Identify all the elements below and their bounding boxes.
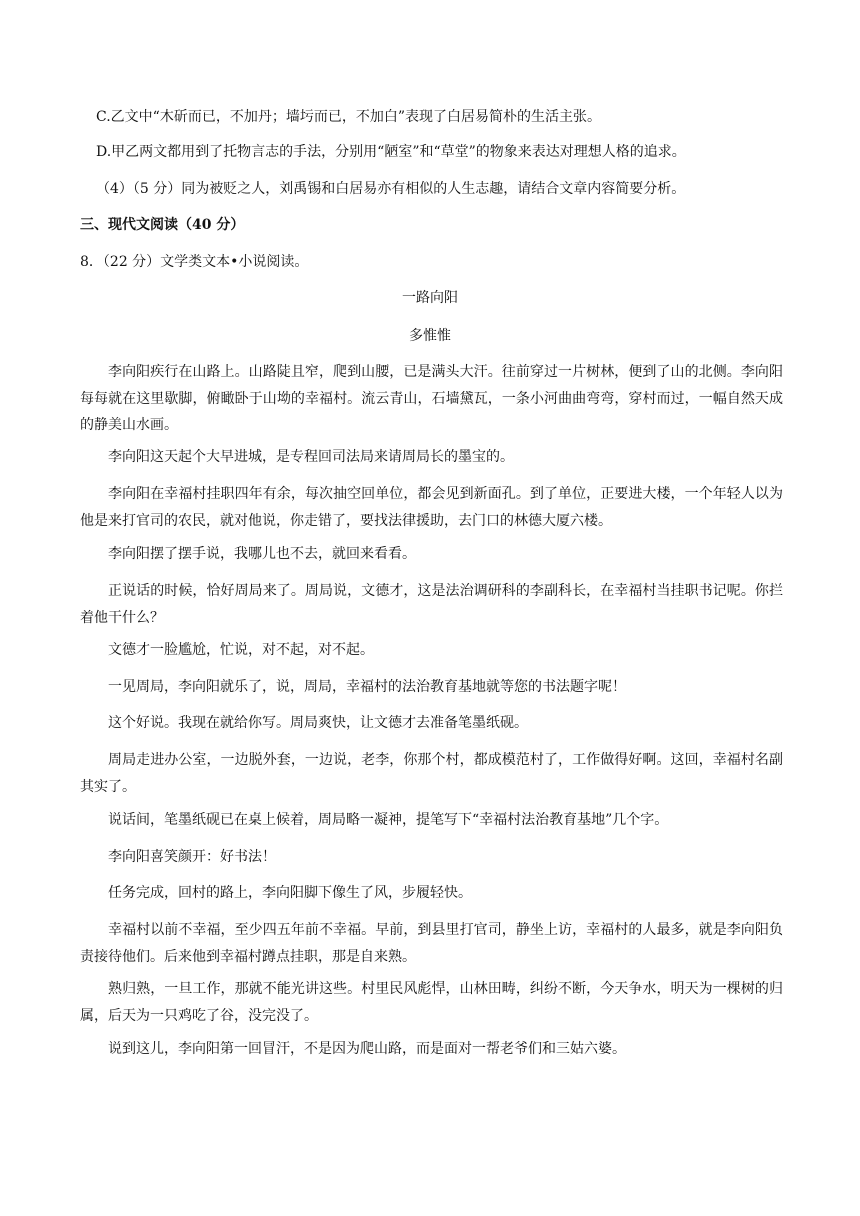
story-author: 多惟惟 bbox=[409, 328, 451, 344]
story-paragraph: 任务完成，回村的路上，李向阳脚下像生了风，步履轻快。 bbox=[108, 885, 472, 901]
story-paragraph: 幸福村以前不幸福，至少四五年前不幸福。早前，到县里打官司，静坐上访，幸福村的人最多，就是李向阳负责接待他们。后来他到幸福村蹲点挂职，那是自来熟。 bbox=[80, 922, 783, 965]
option-d: D.甲乙两文都用到了托物言志的手法，分别用“陋室”和“草堂”的物象来表达对理想人格的追求。 bbox=[96, 144, 686, 160]
story-paragraph: 文德才一脸尴尬，忙说，对不起，对不起。 bbox=[108, 642, 374, 658]
story-paragraph: 熟归熟，一旦工作，那就不能光讲这些。村里民风彪悍，山林田畴，纠纷不断，今天争水，明天为一棵树的归属，后天为一只鸡吃了谷，没完没了。 bbox=[80, 981, 783, 1024]
story-paragraph: 李向阳摆了摆手说，我哪儿也不去，就回来看看。 bbox=[108, 546, 416, 562]
story-paragraph: 这个好说。我现在就给你写。周局爽快，让文德才去准备笔墨纸砚。 bbox=[108, 715, 528, 731]
story-paragraph: 李向阳疾行在山路上。山路陡且窄，爬到山腰，已是满头大汗。往前穿过一片树林，便到了山的北侧。李向阳每每就在这里歇脚，俯瞰卧于山坳的幸福村。流云青山，石墙黛瓦，一条小河曲曲弯弯，穿村而过，一幅自然天成的静美山水画。 bbox=[80, 364, 783, 433]
story-paragraph: 李向阳在幸福村挂职四年有余，每次抽空回单位，都会见到新面孔。到了单位，正要进大楼，一个年轻人以为他是来打官司的农民，就对他说，你走错了，要找法律援助，去门口的林德大厦六楼。 bbox=[80, 486, 783, 529]
question-4: （4）（5 分）同为被贬之人，刘禹锡和白居易亦有相似的人生志趣，请结合文章内容简要分析。 bbox=[96, 181, 686, 197]
story-paragraph: 说到这儿，李向阳第一回冒汗，不是因为爬山路，而是面对一帮老爷们和三姑六婆。 bbox=[108, 1041, 626, 1057]
question-8: 8．（22 分）文学类文本•小说阅读。 bbox=[80, 254, 309, 270]
story-paragraph: 一见周局，李向阳就乐了，说，周局，幸福村的法治教育基地就等您的书法题字呢！ bbox=[108, 679, 626, 695]
story-paragraph: 周局走进办公室，一边脱外套，一边说，老李，你那个村，都成模范村了，工作做得好啊。这回，幸福村名副其实了。 bbox=[80, 752, 783, 795]
story-paragraph: 正说话的时候，恰好周局来了。周局说，文德才，这是法治调研科的李副科长，在幸福村当挂职书记呢。你拦着他干什么？ bbox=[80, 583, 783, 626]
option-c: C.乙文中“木斫而已，不加丹；墙圬而已，不加白”表现了白居易简朴的生活主张。 bbox=[96, 109, 601, 125]
section-heading: 三、现代文阅读（40 分） bbox=[80, 217, 245, 233]
story-title: 一路向阳 bbox=[402, 290, 458, 306]
story-paragraph: 李向阳喜笑颜开：好书法！ bbox=[108, 849, 276, 865]
story-paragraph: 李向阳这天起个大早进城，是专程回司法局来请周局长的墨宝的。 bbox=[108, 449, 514, 465]
story-paragraph: 说话间，笔墨纸砚已在桌上候着，周局略一凝神，提笔写下“幸福村法治教育基地”几个字。 bbox=[108, 812, 669, 828]
